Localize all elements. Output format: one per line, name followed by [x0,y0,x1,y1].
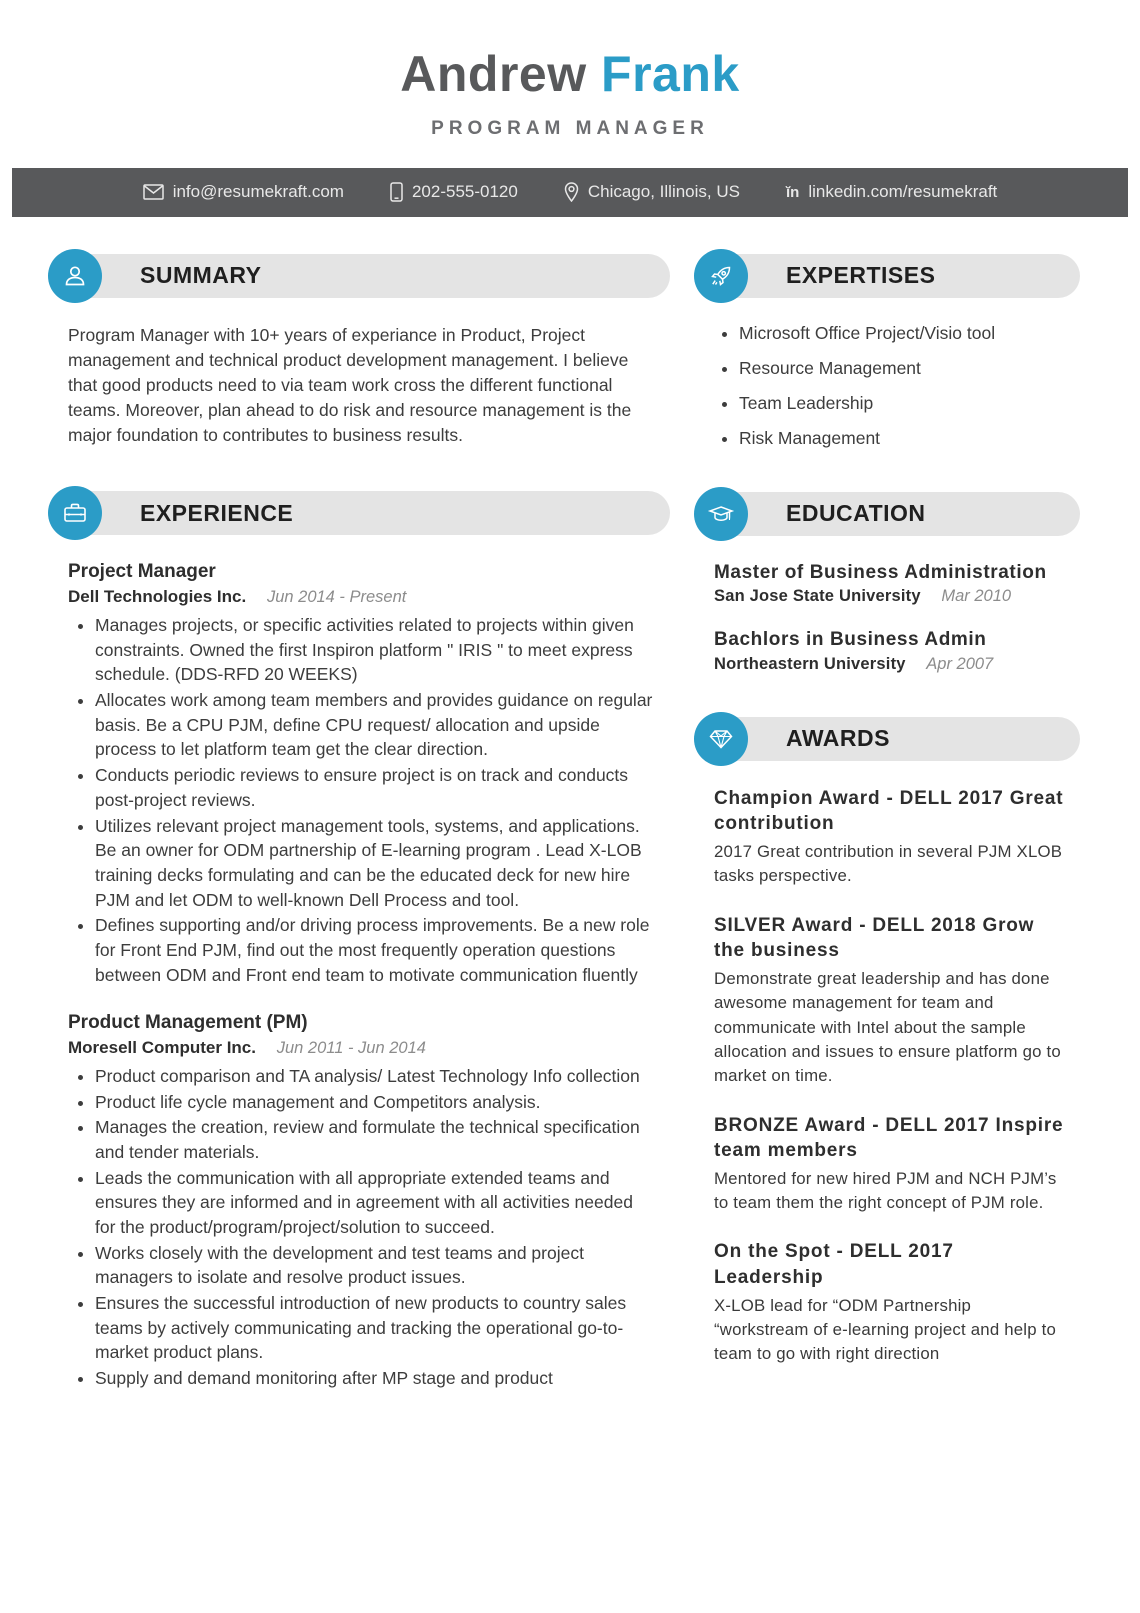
job-dates: Jun 2011 - Jun 2014 [276,1038,426,1057]
education-date: Apr 2007 [926,654,994,673]
job-bullet: • Product comparison and TA analysis/ Latest Technology Info collection [95,1064,656,1089]
expertises-section-header [694,249,1066,303]
job-bullet: • Utilizes relevant project management tools, systems, and applications. Be an owner for ODM partnership of E-learning program . Lead X-LOB training decks formulating and can be the educated deck for new hire PJM and let ODM to well-known Dell Process and tool. [95,814,656,913]
summary-section-header [48,249,656,303]
contact-email[interactable] [143,182,344,202]
award-description: Mentored for new hired PJM and NCH PJM’s to team them the right concept of PJM role. [714,1168,1057,1213]
contact-phone[interactable] [390,182,518,202]
awards-section [714,712,1066,1367]
expertise-item: • Microsoft Office Project/Visio tool [739,323,1066,344]
job-bullet: • Supply and demand monitoring after MP stage and product [95,1366,656,1391]
expertises-section [714,249,1066,449]
education-meta [714,587,1066,606]
education-school: San Jose State University [714,587,921,606]
education-entry [714,561,1066,607]
expertise-item: • Risk Management [739,428,1066,449]
education-heading: EDUCATION [786,500,926,526]
candidate-first-name: Andrew [400,46,587,102]
award-title: On the Spot - DELL 2017 Leadership [714,1241,954,1288]
award-title: BRONZE Award - DELL 2017 Inspire team members [714,1114,1064,1161]
award-entry [714,913,1066,1089]
summary-section [68,249,656,449]
job-company: Moresell Computer Inc. [68,1037,256,1057]
envelope-icon [143,184,164,200]
contact-linkedin[interactable] [786,182,997,202]
award-title: SILVER Award - DELL 2018 Grow the business [714,914,1035,961]
candidate-name [0,46,1140,104]
map-pin-icon [564,182,579,202]
education-section-header [694,487,1066,541]
resume-header [0,0,1140,140]
job-meta [68,1038,656,1058]
experience-section [68,486,656,1390]
diamond-icon [694,712,748,766]
award-description: 2017 Great contribution in several PJM XLOB tasks perspective. [714,842,1063,886]
job-entry [68,1011,656,1390]
award-description: X-LOB lead for “ODM Partnership “workstream of e-learning project and help to team to go with right direction [714,1295,1056,1364]
award-entry [714,1239,1066,1366]
job-dates: Jun 2014 - Present [266,588,407,607]
expertise-list [714,323,1066,449]
summary-text: Program Manager with 10+ years of experiance in Product, Project management and technical product development management. I believe that good products need to via team work cross the different functional teams. Moreover, plan ahead to do risk and resource management is the major foundation to contributes to business results. [68,324,632,446]
award-entry [714,1113,1066,1216]
awards-heading: AWARDS [786,725,890,752]
right-column [714,249,1066,1392]
job-bullet-list [68,1064,656,1391]
job-title: Product Management (PM) [68,1012,308,1034]
contact-linkedin-label: linkedin.com/resumekraft [808,182,998,201]
education-section [714,487,1066,674]
summary-heading: SUMMARY [140,262,262,288]
job-bullet: • Manages the creation, review and formulate the technical specification and tender materials. [95,1115,656,1164]
job-meta [68,587,656,607]
education-degree: Master of Business Administration [714,561,1047,583]
education-meta [714,655,1066,674]
contact-location-label: Chicago, Illinois, US [587,182,740,201]
linkedin-icon: ĭn [785,183,800,201]
graduation-cap-icon [694,487,748,541]
user-icon [48,249,102,303]
job-bullet: • Conducts periodic reviews to ensure project is on track and conducts post-project reviews. [95,763,656,812]
expertises-heading: EXPERTISES [786,262,936,288]
award-description: Demonstrate great leadership and has done awesome management for team and communicate with Intel about the sample allocation and issues to ensure platform go to market on time. [714,968,1061,1086]
job-bullet: • Leads the communication with all appropriate extended teams and ensures they are informed and in agreement with all activities needed for the product/program/project/solution to succeed. [95,1166,656,1240]
contact-phone-label: 202-555-0120 [411,182,518,201]
rocket-icon [694,249,748,303]
education-entry [714,628,1066,674]
contact-bar [12,168,1128,217]
job-bullet: • Works closely with the development and test teams and project managers to isolate and resolve product issues. [95,1241,656,1290]
contact-location[interactable] [564,182,740,202]
education-date: Mar 2010 [941,587,1012,606]
award-entry [714,786,1066,889]
resume-body [0,217,1140,1432]
expertise-item: • Team Leadership [739,393,1066,414]
experience-heading: EXPERIENCE [140,499,294,526]
contact-email-label: info@resumekraft.com [172,182,344,201]
phone-icon [390,182,403,202]
job-bullet: • Manages projects, or specific activities related to projects within given constraints. Owned the first Inspiron platform " IRIS " to meet express schedule. (DDS-RFD 20 WEEKS) [95,613,656,687]
left-column [68,249,656,1392]
expertise-item: • Resource Management [739,358,1066,379]
candidate-job-title: PROGRAM MANAGER [431,117,709,139]
job-bullet: • Product life cycle management and Competitors analysis. [95,1090,656,1115]
job-bullet: • Defines supporting and/or driving process improvements. Be a new role for Front End PJM, find out the most frequently operation questions between ODM and Front end team to motivate communication fluently [95,913,656,987]
job-bullet-list [68,613,656,987]
job-entry [68,560,656,987]
job-company: Dell Technologies Inc. [68,587,247,607]
education-school: Northeastern University [714,654,906,673]
job-title: Project Manager [68,561,216,583]
experience-section-header [48,486,656,540]
job-bullet: • Ensures the successful introduction of new products to country sales teams by actively communicating and tracking the operational go-to-market product plans. [95,1291,656,1365]
education-degree: Bachlors in Business Admin [714,629,987,651]
awards-section-header [694,712,1066,766]
candidate-last-name: Frank [601,46,740,102]
job-bullet: • Allocates work among team members and provides guidance on regular basis. Be a CPU PJM, define CPU request/ allocation and upside process to let platform team get the clear direction. [95,688,656,762]
section-band [706,717,1080,761]
award-title: Champion Award - DELL 2017 Great contribution [714,787,1064,834]
